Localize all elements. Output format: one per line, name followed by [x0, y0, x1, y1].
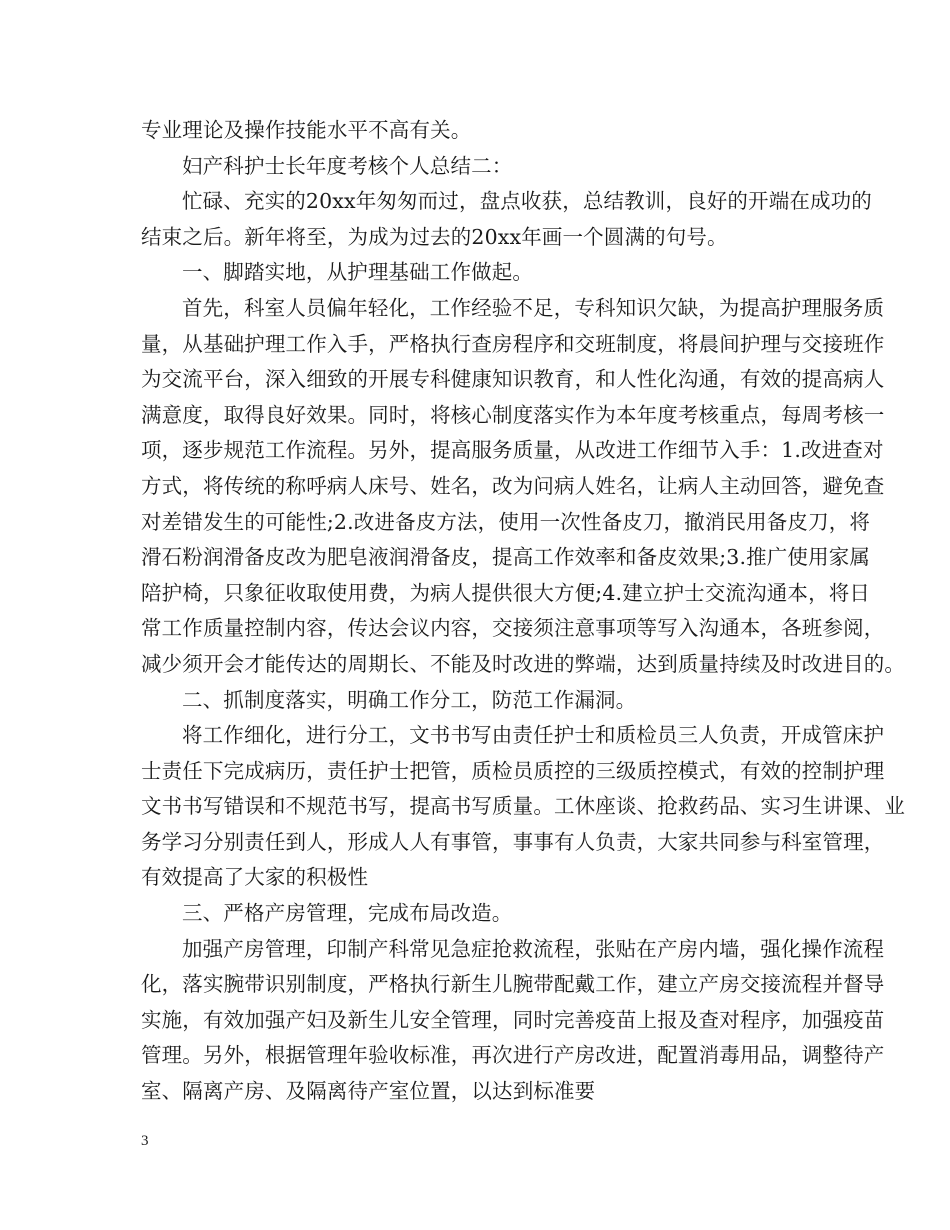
paragraph-line: 满意度，取得良好效果。同时，将核心制度落实作为本年度考核重点，每周考核一: [141, 402, 885, 427]
paragraph-line: 滑石粉润滑备皮改为肥皂液润滑备皮，提高工作效率和备皮效果;3.推广使用家属: [141, 545, 871, 570]
text-line: 专业理论及操作技能水平不高有关。: [141, 118, 472, 142]
paragraph-line: 务学习分别责任到人，形成人人有事管，事事有人负责，大家共同参与科室管理，: [141, 829, 885, 854]
paragraph-line: 量，从基础护理工作入手，严格执行查房程序和交班制度，将晨间护理与交接班作: [141, 331, 885, 356]
section-heading: 二、抓制度落实，明确工作分工，防范工作漏洞。: [182, 687, 637, 712]
section-heading: 妇产科护士长年度考核个人总结二：: [182, 153, 513, 178]
paragraph-line: 对差错发生的可能性;2.改进备皮方法，使用一次性备皮刀，撤消民用备皮刀，将: [141, 509, 871, 534]
paragraph-line: 常工作质量控制内容，传达会议内容，交接须注意事项等写入沟通本，各班参阅，: [141, 616, 885, 641]
page-number: 3: [141, 1133, 149, 1149]
paragraph-line: 实施，有效加强产妇及新生儿安全管理，同时完善疫苗上报及查对程序，加强疫苗: [141, 1007, 885, 1032]
section-heading: 一、脚踏实地，从护理基础工作做起。: [182, 260, 534, 285]
paragraph-line: 方式，将传统的称呼病人床号、姓名，改为问病人姓名，让病人主动回答，避免查: [141, 473, 885, 498]
paragraph-line: 室、隔离产房、及隔离待产室位置，以达到标准要: [141, 1079, 596, 1104]
paragraph-line: 管理。另外，根据管理年验收标准，再次进行产房改进，配置消毒用品，调整待产: [141, 1043, 885, 1068]
paragraph-line: 结束之后。新年将至，为成为过去的20xx年画一个圆满的句号。: [141, 224, 728, 249]
paragraph-line: 忙碌、充实的20xx年匆匆而过，盘点收获，总结教训，良好的开端在成功的: [182, 189, 872, 214]
paragraph-line: 项，逐步规范工作流程。另外，提高服务质量，从改进工作细节入手：1.改进查对: [141, 438, 884, 463]
paragraph-line: 文书书写错误和不规范书写，提高书写质量。工休座谈、抢救药品、实习生讲课、业: [141, 794, 906, 819]
paragraph-line: 化，落实腕带识别制度，严格执行新生儿腕带配戴工作，建立产房交接流程并督导: [141, 972, 885, 997]
paragraph-line: 士责任下完成病历，责任护士把管，质检员质控的三级质控模式，有效的控制护理: [141, 758, 885, 783]
paragraph-line: 为交流平台，深入细致的开展专科健康知识教育，和人性化沟通，有效的提高病人: [141, 367, 885, 392]
paragraph-line: 加强产房管理，印制产科常见急症抢救流程，张贴在产房内墙，强化操作流程: [182, 936, 885, 961]
section-heading: 三、严格产房管理，完成布局改造。: [182, 901, 513, 926]
paragraph-line: 减少须开会才能传达的周期长、不能及时改进的弊端，达到质量持续及时改进目的。: [141, 651, 906, 676]
paragraph-line: 将工作细化，进行分工，文书书写由责任护士和质检员三人负责，开成管床护: [182, 723, 885, 748]
paragraph-line: 首先，科室人员偏年轻化，工作经验不足，专科知识欠缺，为提高护理服务质: [182, 295, 885, 320]
paragraph-line: 陪护椅，只象征收取使用费，为病人提供很大方便;4.建立护士交流沟通本，将日: [141, 580, 871, 605]
paragraph-line: 有效提高了大家的积极性: [141, 865, 369, 890]
document-body: [141, 113, 906, 1110]
